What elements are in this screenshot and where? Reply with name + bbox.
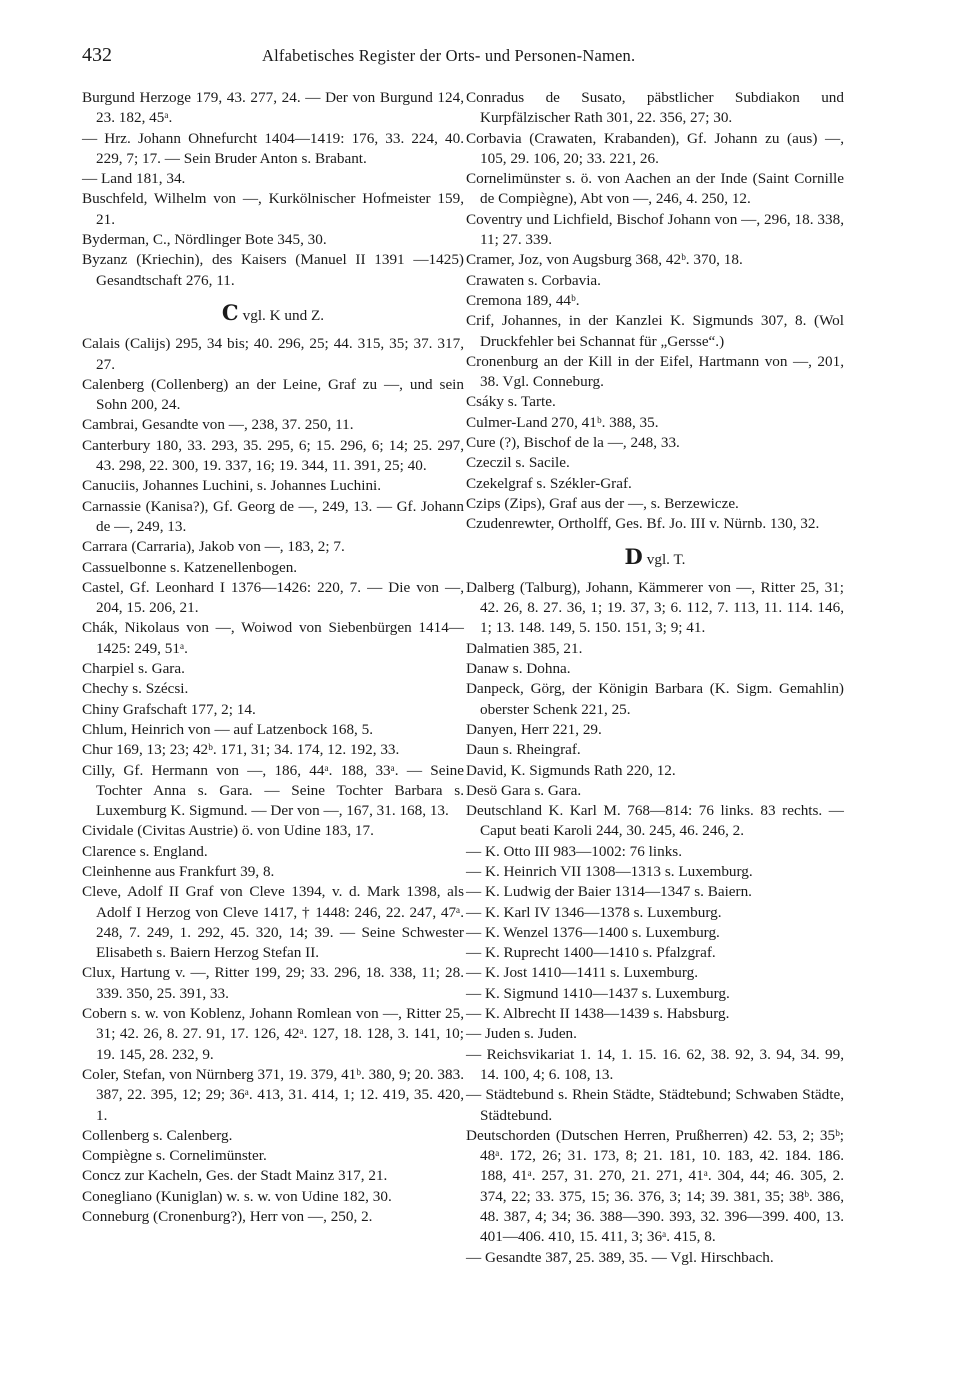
- index-entry: — K. Wenzel 1376—1400 s. Luxemburg.: [466, 923, 720, 941]
- index-entry: — Juden s. Juden.: [466, 1025, 577, 1043]
- index-entry: Cambrai, Gesandte von —, 238, 37. 250, 11.: [82, 416, 354, 434]
- index-entry: Carrara (Carraria), Jakob von —, 183, 2; 7.: [82, 538, 345, 556]
- index-entry: Burgund Herzoge 179, 43. 277, 24. — Der von Burgund 124, 23. 182, 45ᵃ.: [82, 89, 464, 127]
- index-entry: — K. Albrecht II 1438—1439 s. Habsburg.: [466, 1005, 730, 1023]
- section-note: vgl. K und Z.: [242, 306, 325, 324]
- index-entry: Byzanz (Kriechin), des Kaisers (Manuel II 1391 —1425) Gesandtschaft 276, 11.: [82, 251, 464, 289]
- index-entry: Csáky s. Tarte.: [466, 393, 556, 411]
- section-heading: [466, 543, 844, 570]
- right-column: [466, 88, 844, 1268]
- index-entry: Cramer, Joz, von Augsburg 368, 42ᵇ. 370, 18.: [466, 251, 743, 269]
- index-entry: Collenberg s. Calenberg.: [82, 1126, 233, 1144]
- index-entry: Corbavia (Crawaten, Krabanden), Gf. Johann zu (aus) —, 105, 29. 106, 20; 33. 221, 26.: [466, 129, 844, 167]
- index-entry: — K. Karl IV 1346—1378 s. Luxemburg.: [466, 903, 722, 921]
- index-entry: Czeczil s. Sacile.: [466, 454, 570, 472]
- index-entry: — Städtebund s. Rhein Städte, Städtebund; Schwaben Städte, Städtebund.: [466, 1086, 844, 1124]
- index-entry: Cure (?), Bischof de la —, 248, 33.: [466, 434, 680, 452]
- index-entry: — Reichsvikariat 1. 14, 1. 15. 16. 62, 38. 92, 3. 94, 34. 99, 14. 100, 4; 6. 108, 13.: [466, 1045, 844, 1083]
- index-entry: — K. Jost 1410—1411 s. Luxemburg.: [466, 964, 699, 982]
- running-title: Alfabetisches Register der Orts- und Personen-Namen.: [262, 46, 636, 65]
- section-letter: D: [624, 543, 643, 569]
- index-entry: Chiny Grafschaft 177, 2; 14.: [82, 700, 256, 718]
- index-entry: Danyen, Herr 221, 29.: [466, 720, 602, 738]
- page-header: [82, 44, 900, 74]
- index-entry: Cobern s. w. von Koblenz, Johann Romlean von —, Ritter 25, 31; 42. 26, 8. 27. 91, 17. 126, 42ᵃ. 127, 18. 128, 3. 141, 10; 19. 145, 28. 232, 9.: [82, 1005, 464, 1063]
- index-entry: Conradus de Susato, päbstlicher Subdiakon und Kurpfälzischer Rath 301, 22. 356, 27; 30.: [466, 89, 844, 127]
- index-entry: — K. Ruprecht 1400—1410 s. Pfalzgraf.: [466, 944, 716, 962]
- index-entry: Chur 169, 13; 23; 42ᵇ. 171, 31; 34. 174, 12. 192, 33.: [82, 741, 400, 759]
- index-entry: — Gesandte 387, 25. 389, 35. — Vgl. Hirschbach.: [466, 1248, 774, 1266]
- index-entry: — K. Ludwig der Baier 1314—1347 s. Baiern.: [466, 883, 752, 901]
- index-entry: Coventry und Lichfield, Bischof Johann von —, 296, 18. 338, 11; 27. 339.: [466, 210, 844, 249]
- index-entry: Concz zur Kacheln, Ges. der Stadt Mainz 317, 21.: [82, 1167, 388, 1185]
- index-entry: — K. Heinrich VII 1308—1313 s. Luxemburg.: [466, 862, 753, 880]
- index-entry: Clarence s. England.: [82, 842, 208, 860]
- index-entry: Charpiel s. Gara.: [82, 660, 185, 678]
- index-entry: Carnassie (Kanisa?), Gf. Georg de —, 249, 13. — Gf. Johann de —, 249, 13.: [82, 497, 464, 535]
- index-entry: Coler, Stefan, von Nürnberg 371, 19. 379, 41ᵇ. 380, 9; 20. 383. 387, 22. 395, 12; 29; 36ᵃ. 413, 31. 414, 1; 12. 419, 35. 420, 1.: [82, 1065, 464, 1124]
- index-entry: Cividale (Civitas Austrie) ö. von Udine 183, 17.: [82, 822, 374, 840]
- index-entry: Czips (Zips), Graf aus der —, s. Berzewicze.: [466, 494, 739, 512]
- page-number: 432: [82, 44, 112, 66]
- index-entry: David, K. Sigmunds Rath 220, 12.: [466, 761, 676, 779]
- index-entry: Cassuelbonne s. Katzenellenbogen.: [82, 558, 298, 576]
- section-heading: [82, 299, 464, 326]
- section-note: vgl. T.: [646, 550, 686, 568]
- index-entry: Chechy s. Szécsi.: [82, 680, 189, 698]
- index-entry: — Hrz. Johann Ohnefurcht 1404—1419: 176, 33. 224, 40. 229, 7; 17. — Sein Bruder Anton s. Brabant.: [82, 129, 464, 167]
- index-entry: Deutschorden (Dutschen Herren, Prußherren) 42. 53, 2; 35ᵇ; 48ᵃ. 172, 26; 31. 173, 8; 21. 181, 10. 183, 42. 184. 186. 188, 41ᵃ. 257, 31. 270, 21. 271, 41ᵃ. 304, 44; 46. 305, 2. 374, 22; 33. 375, 15; 36. 376, 3; 14; 39. 381, 35; 38ᵇ. 386, 48. 387, 4; 34; 36. 388—390. 393, 32. 396—399. 400, 13. 401—406. 410, 15. 411, 3; 36ᵃ. 415, 8.: [466, 1126, 844, 1246]
- index-entry: Cleinhenne aus Frankfurt 39, 8.: [82, 862, 275, 880]
- index-entry: Dalmatien 385, 21.: [466, 639, 583, 657]
- index-entry: Buschfeld, Wilhelm von —, Kurkölnischer Hofmeister 159, 21.: [82, 190, 464, 228]
- index-entry: Crif, Johannes, in der Kanzlei K. Sigmunds 307, 8. (Wol Druckfehler bei Schannat für „Gersse“.): [466, 312, 844, 350]
- index-entry: Compiègne s. Cornelimünster.: [82, 1147, 267, 1165]
- index-entry: Dalberg (Talburg), Johann, Kämmerer von —, Ritter 25, 31; 42. 26, 8. 27. 36, 1; 19. 37, 3; 6. 112, 7. 113, 11. 114. 146, 1; 13. 148. 149, 5. 150. 151, 3; 9; 41.: [466, 578, 844, 637]
- index-entry: Danaw s. Dohna.: [466, 660, 571, 678]
- index-entry: Cilly, Gf. Hermann von —, 186, 44ᵃ. 188, 33ᵃ. — Seine Tochter Anna s. Gara. — Seine Tochter Barbara s. Luxemburg K. Sigmund. — Der von —, 167, 31. 168, 13.: [82, 761, 464, 820]
- left-column: [82, 88, 464, 1227]
- index-entry: Calais (Calijs) 295, 34 bis; 40. 296, 25; 44. 315, 35; 37. 317, 27.: [82, 335, 464, 373]
- index-entry: Czudenrewter, Ortholff, Ges. Bf. Jo. III v. Nürnb. 130, 32.: [466, 515, 820, 533]
- index-entry: Danpeck, Görg, der Königin Barbara (K. Sigm. Gemahlin) oberster Schenk 221, 25.: [466, 680, 844, 718]
- index-entry: Desö Gara s. Gara.: [466, 781, 582, 799]
- index-entry: Cronenburg an der Kill in der Eifel, Hartmann von —, 201, 38. Vgl. Conneburg.: [466, 352, 844, 391]
- index-entry: Conegliano (Kuniglan) w. s. w. von Udine 182, 30.: [82, 1187, 392, 1205]
- index-entry: — K. Sigmund 1410—1437 s. Luxemburg.: [466, 984, 730, 1002]
- index-entry: Castel, Gf. Leonhard I 1376—1426: 220, 7. — Die von —, 204, 15. 206, 21.: [82, 578, 464, 617]
- index-entry: Clux, Hartung v. —, Ritter 199, 29; 33. 296, 18. 338, 11; 28. 339. 350, 25. 391, 33.: [82, 964, 464, 1002]
- index-entry: Czekelgraf s. Székler-Graf.: [466, 474, 632, 492]
- index-entry: Chák, Nikolaus von —, Woiwod von Siebenbürgen 1414—1425: 249, 51ᵃ.: [82, 619, 464, 657]
- index-entry: Deutschland K. Karl M. 768—814: 76 links. 83 rechts. — Caput beati Karoli 244, 30. 245, 46. 246, 2.: [466, 802, 844, 840]
- index-entry: Canterbury 180, 33. 293, 35. 295, 6; 15. 296, 6; 14; 25. 297, 43. 298, 22. 300, 19. 337, 16; 19. 344, 11. 391, 25; 40.: [82, 436, 464, 475]
- index-entry: Daun s. Rheingraf.: [466, 741, 581, 759]
- index-entry: Cleve, Adolf II Graf von Cleve 1394, v. d. Mark 1398, als Adolf I Herzog von Cleve 1417, † 1448: 246, 22. 247, 47ᵃ. 248, 7. 249, 1. 292, 45. 320, 14; 39. — Seine Schwester Elisabeth s. Baiern Herzog Stefan II.: [82, 883, 464, 962]
- index-entry: Conneburg (Cronenburg?), Herr von —, 250, 2.: [82, 1208, 373, 1226]
- index-entry: Crawaten s. Corbavia.: [466, 271, 601, 289]
- index-entry: — Land 181, 34.: [82, 170, 186, 188]
- index-entry: Canuciis, Johannes Luchini, s. Johannes Luchini.: [82, 477, 382, 495]
- index-entry: Calenberg (Collenberg) an der Leine, Graf zu —, und sein Sohn 200, 24.: [82, 375, 464, 414]
- section-letter: C: [221, 299, 239, 325]
- index-entry: Culmer-Land 270, 41ᵇ. 388, 35.: [466, 413, 659, 431]
- index-entry: Cremona 189, 44ᵇ.: [466, 291, 580, 309]
- index-entry: — K. Otto III 983—1002: 76 links.: [466, 842, 682, 860]
- index-entry: Chlum, Heinrich von — auf Latzenbock 168, 5.: [82, 720, 374, 738]
- index-entry: Byderman, C., Nördlinger Bote 345, 30.: [82, 231, 327, 249]
- index-entry: Cornelimünster s. ö. von Aachen an der Inde (Saint Cornille de Compiègne), Abt von —, 246, 4. 250, 12.: [466, 170, 844, 208]
